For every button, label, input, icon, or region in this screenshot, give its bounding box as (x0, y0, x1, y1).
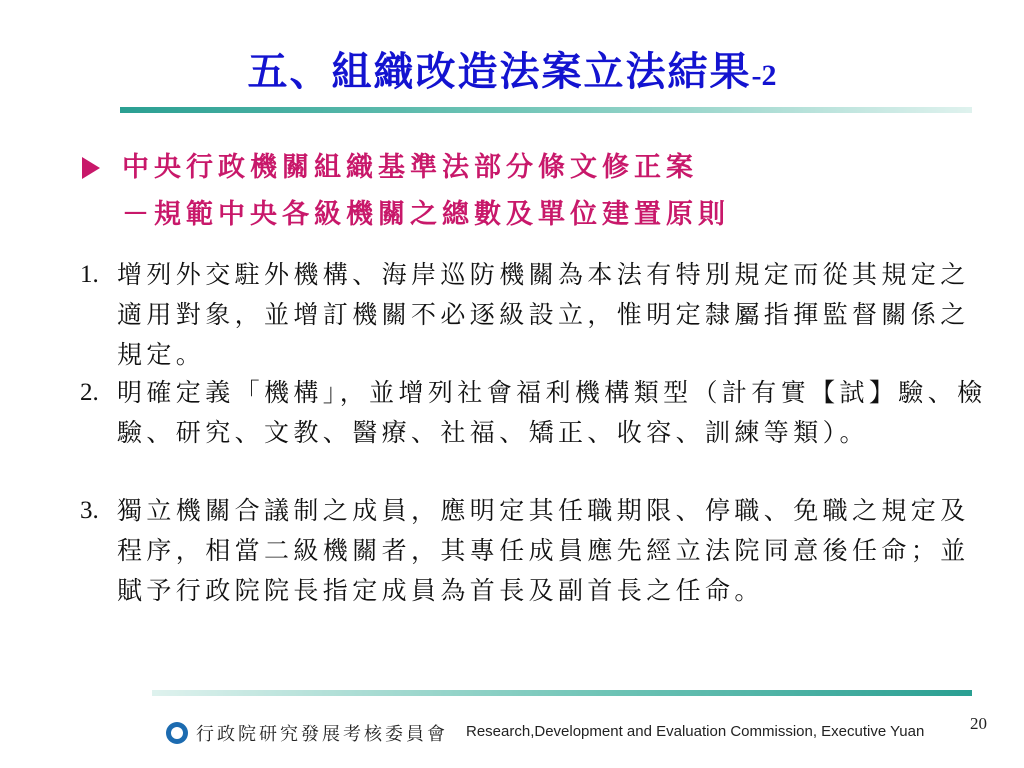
heading-line-1: 中央行政機關組織基準法部分條文修正案 (122, 152, 698, 183)
title-divider (120, 107, 972, 113)
slide-title-text: 五、組織改造法案立法結果 (247, 48, 752, 95)
page-number: 20 (970, 714, 987, 733)
list-item-number: 3. (80, 497, 99, 524)
slide-title (0, 40, 1024, 97)
heading-line-2: －規範中央各級機關之總數及單位建置原則 (122, 199, 730, 230)
slide-title-suffix: -2 (751, 59, 777, 92)
list-item-number: 2. (80, 379, 99, 406)
list-item-number: 1. (80, 261, 99, 288)
list-item-text: 獨立機關合議制之成員，應明定其任職期限、停職、免職之規定及程序，相當二級機關者，其專任成員應先經立法院同意後任命；並賦予行政院院長指定成員為首長及副首長之任命。 (117, 496, 970, 605)
footer-org-chinese: 行政院研究發展考核委員會 (196, 724, 448, 745)
commission-logo-icon (166, 722, 188, 744)
list-item-text: 明確定義「機構」，並增列社會福利機構類型（計有實【試】驗、檢驗、研究、文教、醫療、社福、矯正、收容、訓練等類）。 (117, 378, 987, 447)
footer-org-english: Research,Development and Evaluation Commission, Executive Yuan (466, 723, 925, 740)
footer-divider (152, 690, 972, 696)
arrow-right-icon (82, 157, 100, 179)
list-item-text: 增列外交駐外機構、海岸巡防機關為本法有特別規定而從其規定之適用對象，並增訂機關不必逐級設立，惟明定隸屬指揮監督關係之規定。 (117, 260, 970, 369)
